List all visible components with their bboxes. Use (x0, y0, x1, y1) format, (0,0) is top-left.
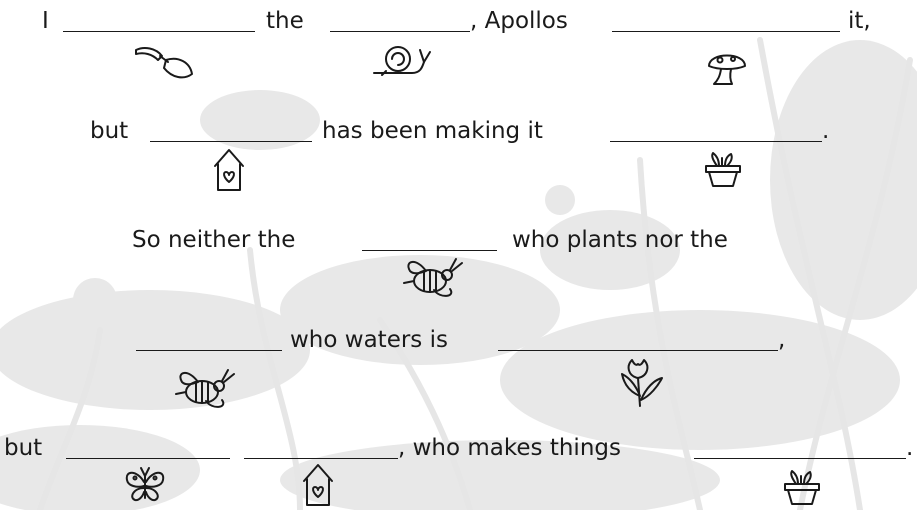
verse-text: who plants nor the (512, 227, 728, 253)
blank-field[interactable] (244, 458, 398, 459)
verse-text: . (906, 435, 914, 461)
blank-field[interactable] (610, 141, 822, 142)
mushroom-icon (706, 46, 748, 86)
blank-field[interactable] (136, 350, 282, 351)
verse-text: , who makes things (398, 435, 621, 461)
verse-text: I (42, 8, 49, 34)
verse-text: , (778, 327, 786, 353)
blank-field[interactable] (330, 31, 470, 32)
verse-text: So neither the (132, 227, 296, 253)
butterfly-icon (123, 466, 167, 504)
birdhouse-icon (213, 148, 245, 192)
bee-icon (172, 364, 238, 410)
blank-field[interactable] (694, 458, 906, 459)
verse-text: . (822, 118, 830, 144)
verse-text: who waters is (290, 327, 448, 353)
verse-text: but (4, 435, 43, 461)
verse-text: , Apollos (470, 8, 568, 34)
flower-pot-icon (703, 152, 743, 188)
verse-text: but (90, 118, 129, 144)
blank-field[interactable] (612, 31, 840, 32)
trowel-icon (134, 44, 194, 82)
blank-field[interactable] (150, 141, 312, 142)
blank-field[interactable] (362, 250, 497, 251)
flower-pot-icon (782, 470, 822, 506)
verse-text: the (266, 8, 304, 34)
birdhouse-icon (302, 463, 334, 507)
bee-icon (400, 253, 466, 299)
blank-field[interactable] (63, 31, 255, 32)
tulip-icon (618, 356, 666, 408)
snail-icon (372, 44, 434, 78)
verse-text: it, (848, 8, 871, 34)
verse-text: has been making it (322, 118, 543, 144)
blank-field[interactable] (498, 350, 778, 351)
blank-field[interactable] (66, 458, 230, 459)
